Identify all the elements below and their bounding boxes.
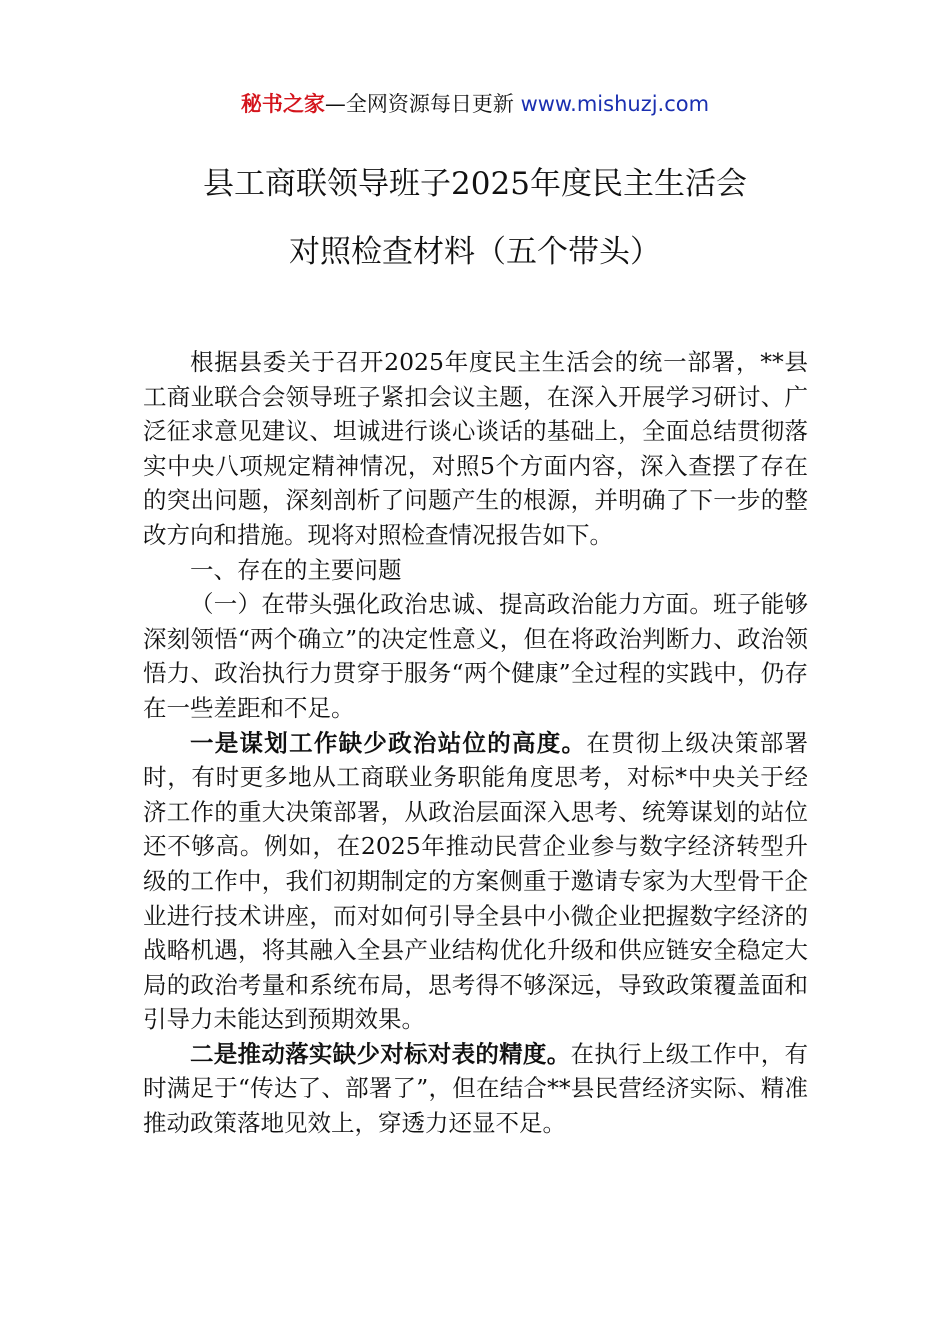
point-two-paragraph	[143, 1037, 808, 1141]
document-body	[143, 345, 808, 1141]
point-one-text: 在贯彻上级决策部署时，有时更多地从工商联业务职能角度思考，对标*中央关于经济工作的重大决策部署，从政治层面深入思考、统筹谋划的站位还不够高。例如，在2025年推动民营企业参与数字经济转型升级的工作中，我们初期制定的方案侧重于邀请专家为大型骨干企业进行技术讲座，而对如何引导全县中小微企业把握数字经济的战略机遇，将其融入全县产业结构优化升级和供应链安全稳定大局的政治考量和系统布局，思考得不够深远，导致政策覆盖面和引导力未能达到预期效果。	[143, 728, 809, 1034]
subsection-paragraph: （一）在带头强化政治忠诚、提高政治能力方面。班子能够深刻领悟“两个确立”的决定性意义，但在将政治判断力、政治领悟力、政治执行力贯穿于服务“两个健康”全过程的实践中，仍存在一些差距和不足。	[143, 590, 808, 722]
document-title-line-2: 对照检查材料（五个带头）	[289, 234, 661, 270]
site-brand: 秘书之家	[240, 92, 325, 116]
site-url[interactable]: www.mishuzj.com	[520, 92, 710, 116]
point-one-lead: 一是谋划工作缺少政治站位的高度。	[190, 728, 587, 757]
document-title-line-1: 县工商联领导班子2025年度民主生活会	[203, 166, 747, 202]
section-heading: 一、存在的主要问题	[190, 555, 402, 584]
site-header	[0, 88, 950, 120]
intro-paragraph: 根据县委关于召开2025年度民主生活会的统一部署，**县工商业联合会领导班子紧扣会议主题，在深入开展学习研讨、广泛征求意见建议、坦诚进行谈心谈话的基础上，全面总结贯彻落实中央八项规定精神情况，对照5个方面内容，深入查摆了存在的突出问题，深刻剖析了问题产生的根源，并明确了下一步的整改方向和措施。现将对照检查情况报告如下。	[143, 348, 808, 549]
point-two-text: 在执行上级工作中，有时满足于“传达了、部署了”，但在结合**县民营经济实际、精准推动政策落地见效上，穿透力还显不足。	[143, 1039, 809, 1138]
point-two-lead: 二是推动落实缺少对标对表的精度。	[190, 1039, 571, 1068]
site-tagline: —全网资源每日更新	[324, 92, 521, 116]
point-one-paragraph	[143, 726, 808, 1037]
